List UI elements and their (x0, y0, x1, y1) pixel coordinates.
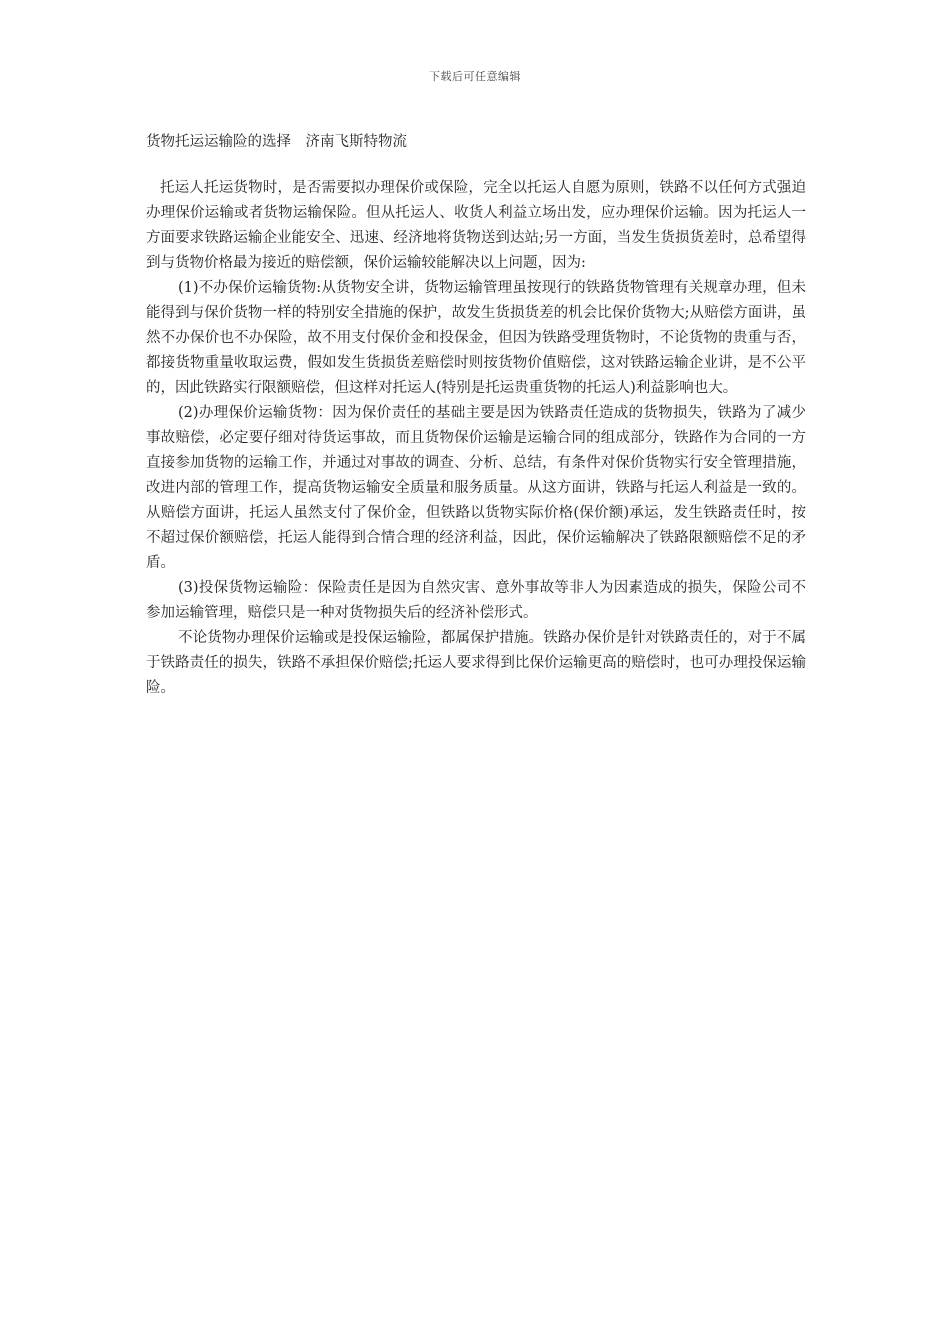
paragraph-point-3: (3)投保货物运输险：保险责任是因为自然灾害、意外事故等非人为因素造成的损失，保险公司不参加运输管理，赔偿只是一种对货物损失后的经济补偿形式。 (146, 580, 806, 621)
paragraph-intro: 托运人托运货物时，是否需要拟办理保价或保险，完全以托运人自愿为原则，铁路不以任何方式强迫办理保价运输或者货物运输保险。但从托运人、收货人利益立场出发，应办理保价运输。因为托运人一方面要求铁路运输企业能安全、迅速、经济地将货物送到达站;另一方面，当发生货损货差时，总希望得到与货物价格最为接近的赔偿额，保价运输较能解决以上问题，因为: (146, 180, 806, 271)
paragraph-point-1: (1)不办保价运输货物:从货物安全讲，货物运输管理虽按现行的铁路货物管理有关规章办理，但未能得到与保价货物一样的特别安全措施的保护，故发生货损货差的机会比保价货物大;从赔偿方面讲，虽然不办保价也不办保险，故不用支付保价金和投保金，但因为铁路受理货物时，不论货物的贵重与否，都接货物重量收取运费，假如发生货损货差赔偿时则按货物价值赔偿，这对铁路运输企业讲，是不公平的，因此铁路实行限额赔偿，但这样对托运人(特别是托运贵重货物的托运人)利益影响也大。 (146, 280, 806, 396)
paragraph-point-2: (2)办理保价运输货物：因为保价责任的基础主要是因为铁路责任造成的货物损失，铁路为了减少事故赔偿，必定要仔细对待货运事故，而且货物保价运输是运输合同的组成部分，铁路作为合同的一方直接参加货物的运输工作，并通过对事故的调查、分析、总结，有条件对保价货物实行安全管理措施，改进内部的管理工作，提高货物运输安全质量和服务质量。从这方面讲，铁路与托运人利益是一致的。从赔偿方面讲，托运人虽然支付了保价金，但铁路以货物实际价格(保价额)承运，发生铁路责任时，按不超过保价额赔偿，托运人能得到合情合理的经济利益，因此，保价运输解决了铁路限额赔偿不足的矛盾。 (146, 405, 806, 571)
document-body (146, 176, 806, 701)
document-title: 货物托运运输险的选择 济南飞斯特物流 (146, 134, 407, 150)
header-note: 下载后可任意编辑 (429, 70, 521, 83)
paragraph-conclusion: 不论货物办理保价运输或是投保运输险，都属保护措施。铁路办保价是针对铁路责任的，对于不属于铁路责任的损失，铁路不承担保价赔偿;托运人要求得到比保价运输更高的赔偿时，也可办理投保运输险。 (146, 630, 806, 696)
